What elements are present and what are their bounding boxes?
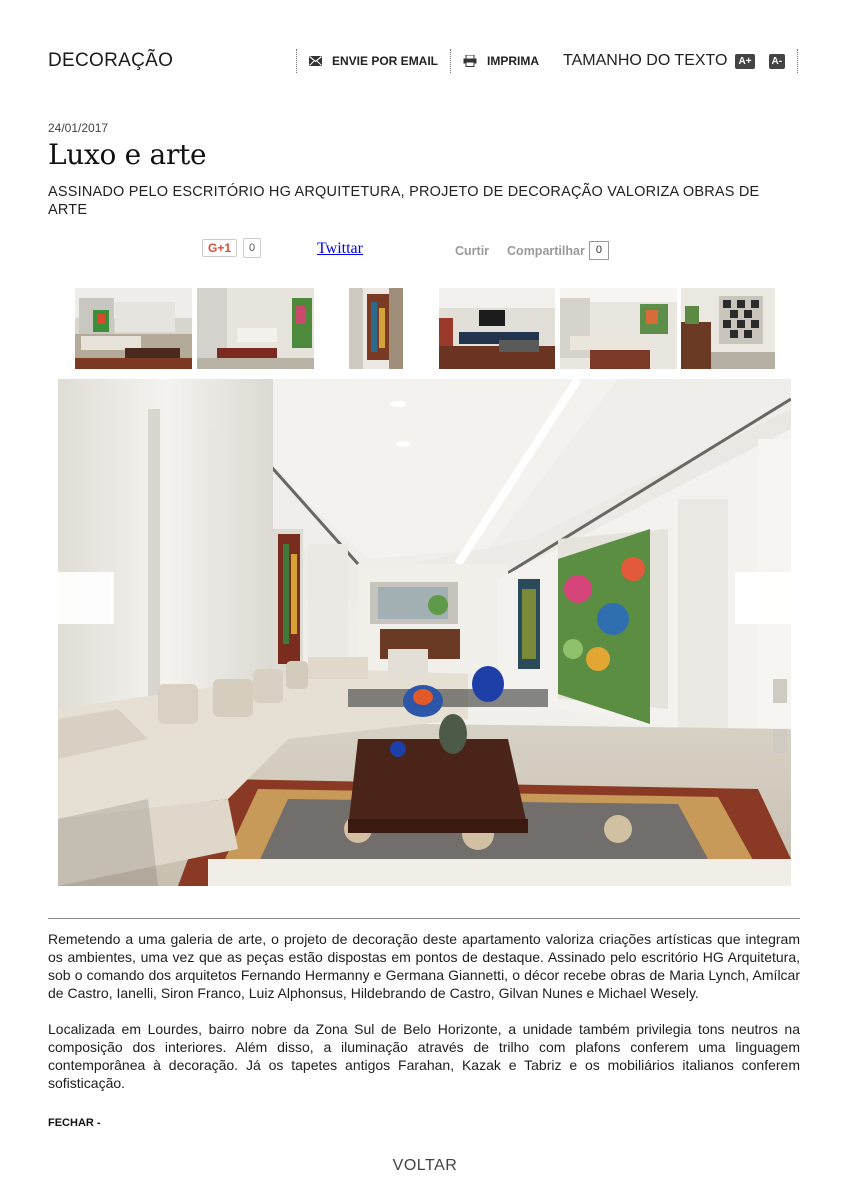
like-button[interactable]: Curtir [455, 243, 490, 258]
printer-icon [463, 55, 477, 67]
email-label: ENVIE POR EMAIL [332, 54, 439, 68]
next-photo-button[interactable] [735, 572, 791, 624]
thumbnail[interactable] [349, 288, 403, 369]
social-bar [0, 238, 850, 262]
gplus-button[interactable]: G+1 [202, 239, 237, 257]
increase-text-button[interactable]: A+ [735, 54, 754, 69]
thumbnail[interactable] [197, 288, 314, 369]
article-toolbar [296, 48, 798, 74]
text-size-controls [551, 52, 797, 70]
article-date: 24/01/2017 [48, 121, 109, 135]
photo-thumbnails [75, 288, 775, 370]
gplus-widget [202, 238, 261, 258]
gplus-count: 0 [243, 238, 261, 258]
print-label: IMPRIMA [487, 54, 540, 68]
article-body [48, 930, 800, 1110]
email-button[interactable] [297, 54, 450, 68]
living-room-photo [58, 379, 791, 886]
thumbnail[interactable] [75, 288, 192, 369]
thumbnail[interactable] [560, 288, 677, 369]
main-photo [58, 379, 791, 886]
thumbnail[interactable] [439, 288, 555, 369]
facebook-widget [455, 241, 609, 260]
section-header [48, 44, 800, 78]
close-link[interactable]: FECHAR - [48, 1117, 101, 1129]
content-divider [48, 918, 800, 919]
article-paragraph: Localizada em Lourdes, bairro nobre da Zona Sul de Belo Horizonte, a unidade também privilegia tons neutros na composição dos interiores. Além disso, a iluminação através de trilho com plafons conferem uma linguagem contemporânea à decoração. Já os tapetes antigos Farahan, Kazak e Tabriz e os mobiliários italianos conferem sofisticação. [48, 1021, 800, 1091]
section-title: DECORAÇÃO [48, 50, 174, 71]
article-subtitle: ASSINADO PELO ESCRITÓRIO HG ARQUITETURA, PROJETO DE DECORAÇÃO VALORIZA OBRAS DE ARTE [48, 184, 760, 218]
print-button[interactable] [451, 54, 551, 68]
twitter-link[interactable]: Twittar [317, 240, 363, 257]
previous-photo-button[interactable] [58, 572, 114, 624]
article-title: Luxo e arte [48, 138, 207, 171]
thumbnail[interactable] [681, 288, 775, 369]
envelope-icon [309, 56, 322, 66]
toolbar-divider [797, 49, 798, 73]
decrease-text-button[interactable]: A- [769, 54, 786, 69]
share-button[interactable]: Compartilhar [507, 243, 585, 258]
back-link[interactable]: VOLTAR [392, 1157, 458, 1174]
share-count: 0 [589, 241, 609, 260]
article-paragraph: Remetendo a uma galeria de arte, o projeto de decoração deste apartamento valoriza criações artísticas que integram os ambientes, uma vez que as peças estão dispostas em pontos de destaque. Assinado pelo escritório HG Arquitetura, sob o comando dos arquitetos Fernando Hermanny e Germana Giannetti, o décor recebe obras de Maria Lynch, Amílcar de Castro, Ianelli, Siron Franco, Luiz Alphonsus, Hildebrando de Castro, Gilvan Nunes e Michael Wesely. [48, 931, 800, 1001]
text-size-label: TAMANHO DO TEXTO [563, 52, 728, 69]
